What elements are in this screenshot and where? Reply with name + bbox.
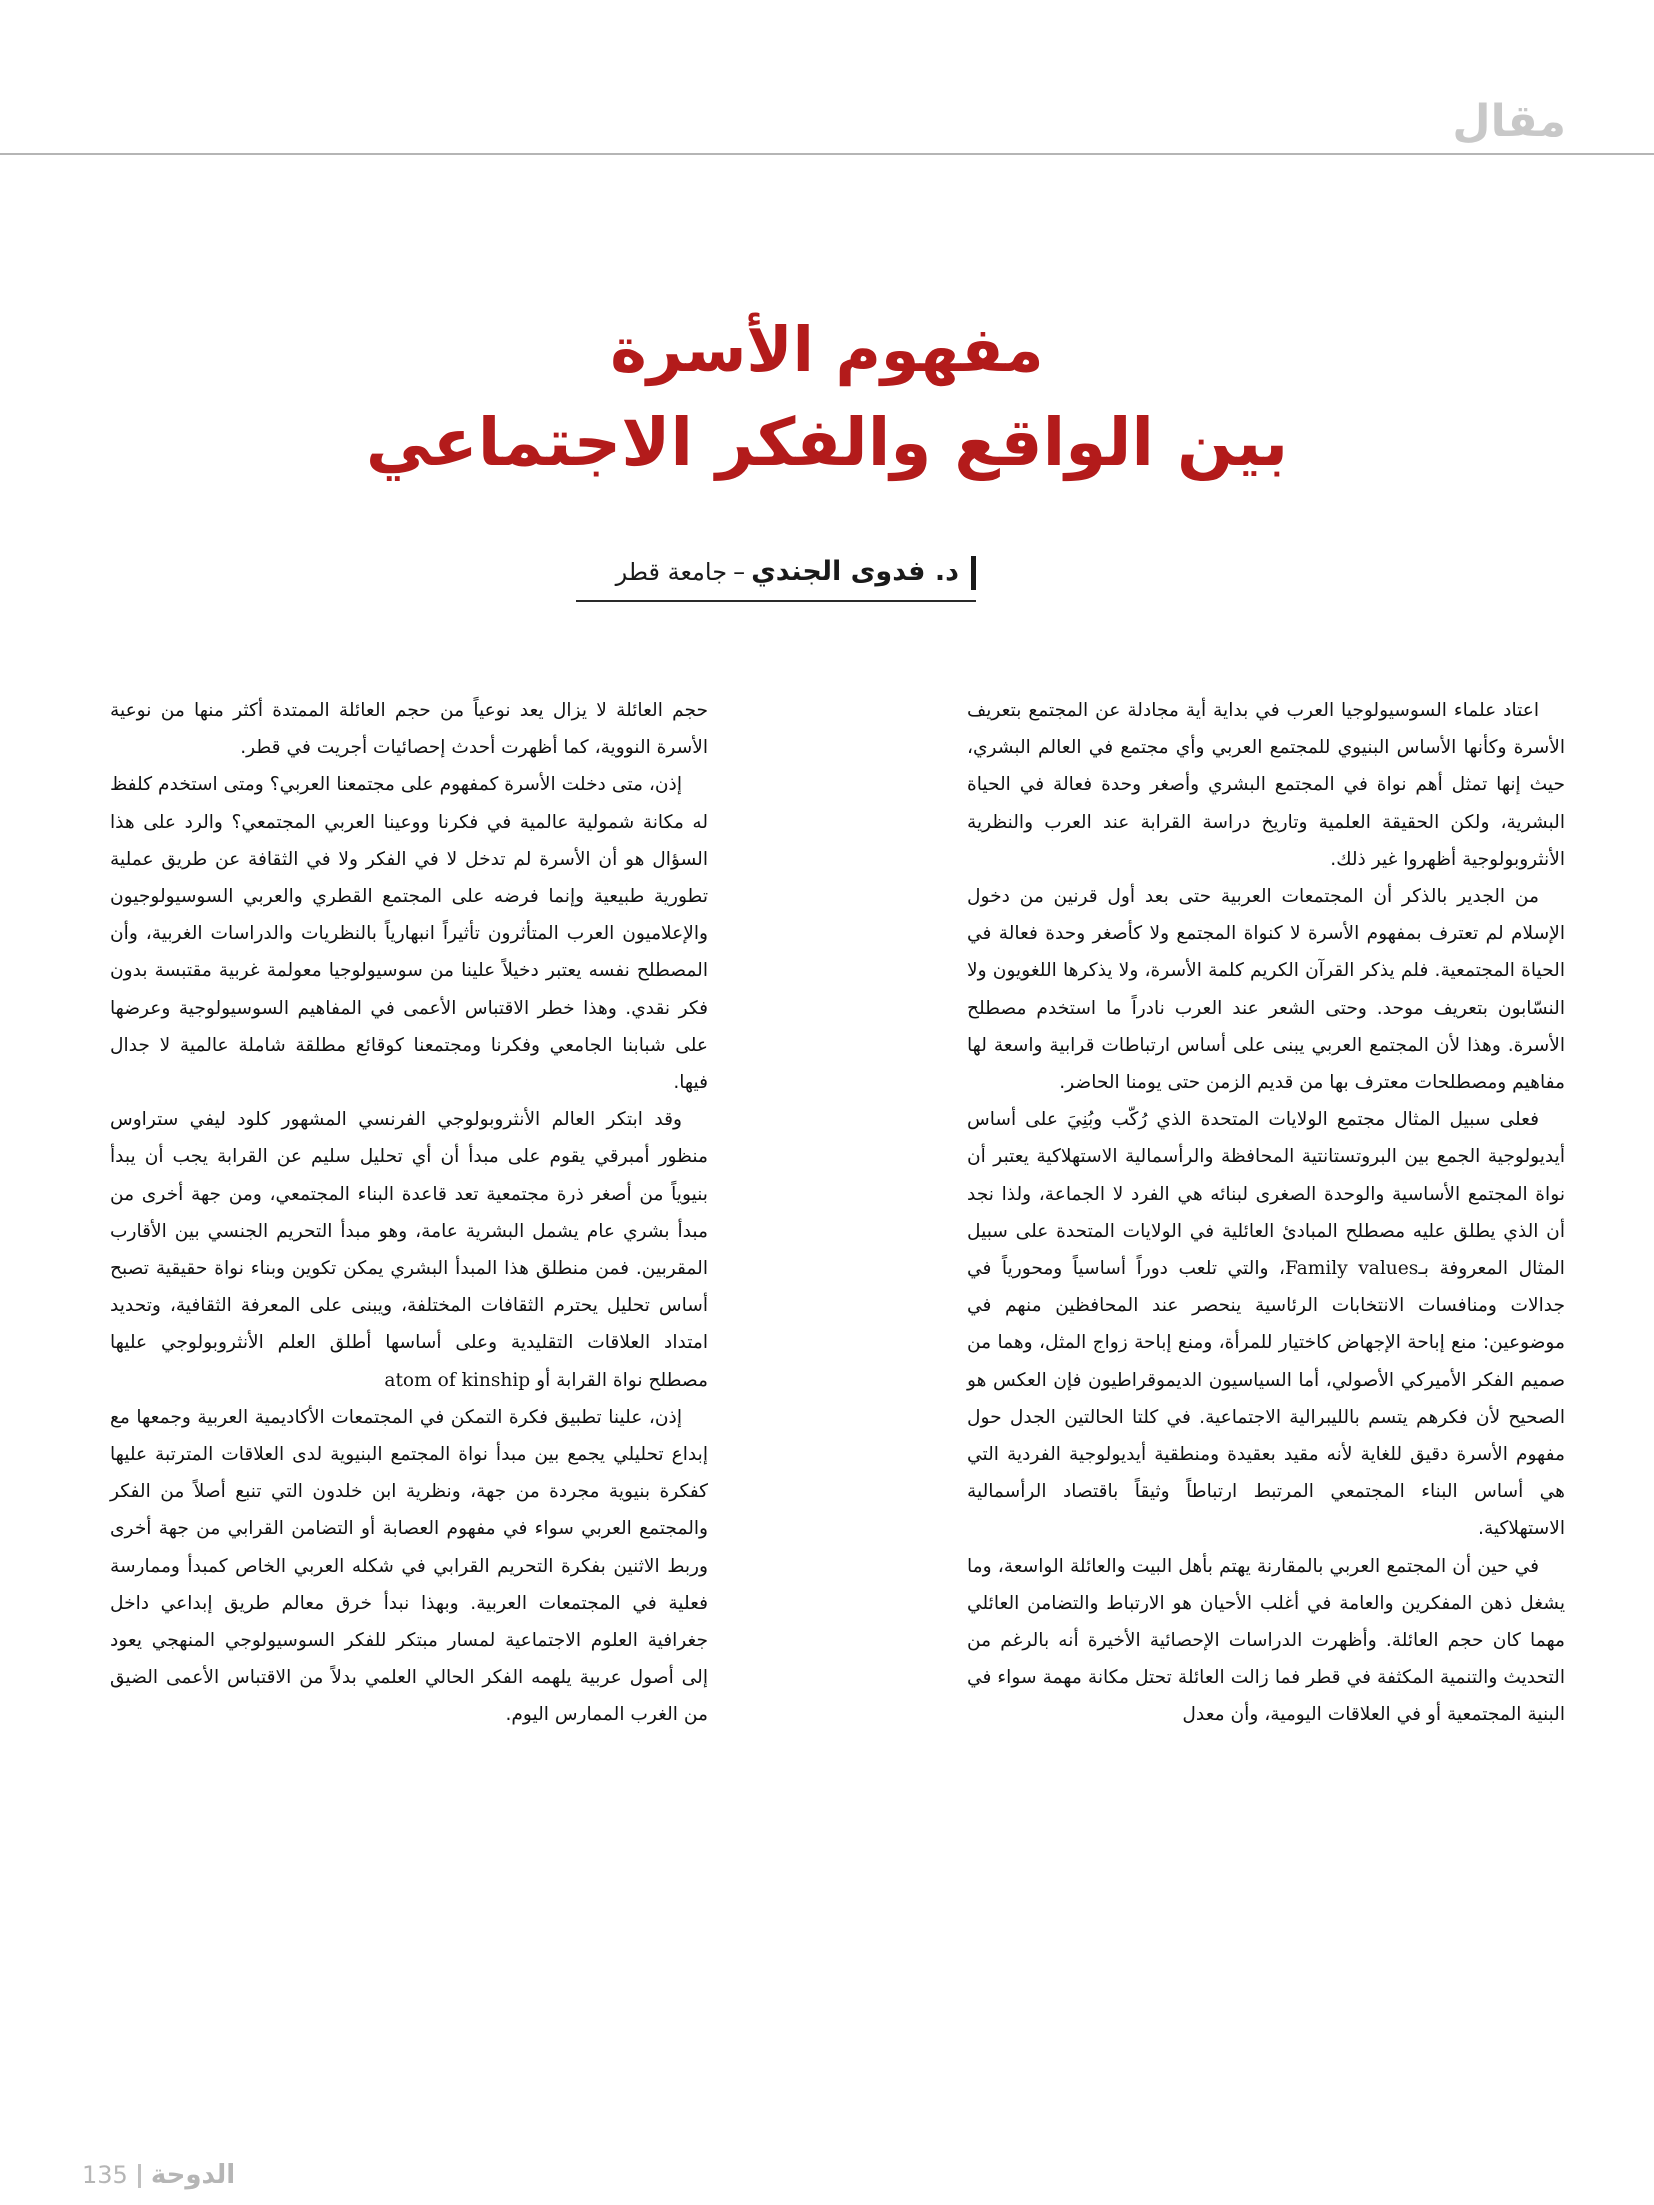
atom-of-kinship-term: atom of kinship xyxy=(384,1369,531,1391)
byline-affiliation: جامعة قطر xyxy=(615,558,728,586)
byline xyxy=(576,556,976,602)
byline-bar xyxy=(971,556,976,590)
paragraph xyxy=(110,1101,708,1399)
paragraph: إذن، علينا تطبيق فكرة التمكن في المجتمعات الأكاديمية العربية وجمعها مع إبداع تحليلي يجمع بين مبدأ نواة المجتمع البنيوية لدى العلاقات المترتبة عليها كفكرة بنيوية مجردة من جهة، ونظرية ابن خلدون التي تنبع أصلاً من الفكر والمجتمع العربي سواء في مفهوم العصابة أو التضامن القرابي من جهة أخرى وربط الاثنين بفكرة التحريم القرابي في شكله العربي الخاص كمبدأ وممارسة فعلية في المجتمعات العربية. وبهذا نبدأ خرق معالم طريق إبداعي داخل جغرافية العلوم الاجتماعية لمسار مبتكر للفكر السوسيولوجي المنهجي يعود إلى أصول عربية يلهمه الفكر الحالي العلمي بدلاً من الاقتباس الأعمى الضيق من الغرب الممارس اليوم. xyxy=(110,1406,708,1726)
byline-author: د. فدوى الجندي xyxy=(751,556,959,587)
paragraph xyxy=(967,1101,1565,1547)
paragraph-text: وقد ابتكر العالم الأنثروبولوجي الفرنسي المشهور كلود ليفي ستراوس منظور أمبرقي يقوم على مبدأ أن أي تحليل سليم عن القرابة يجب أن يبدأ بنيوياً من أصغر ذرة مجتمعية تعد قاعدة البناء المجتمعي، ومن جهة أخرى من مبدأ بشري عام يشمل البشرية عامة، وهو مبدأ التحريم الجنسي بين الأقارب المقربين. فمن منطلق هذا المبدأ البشري يمكن تكوين وبناء نواة حقيقية تصبح أساس تحليل يحترم الثقافات المختلفة، ويبنى على المعرفة الثقافية، وتحديد امتداد العلاقات التقليدية وعلى أساسها أطلق العلم الأنثروبولوجي عليها مصطلح نواة القرابة أو xyxy=(110,1109,708,1391)
title-line-2: بين الواقع والفكر الاجتماعي xyxy=(365,404,1289,481)
paragraph: إذن، متى دخلت الأسرة كمفهوم على مجتمعنا العربي؟ ومتى استخدم كلفظ له مكانة شمولية عالمية في فكرنا ووعينا العربي المجتمعي؟ والرد على هذا السؤال هو أن الأسرة لم تدخل لا في الفكر ولا في الثقافة عن طريق عملية تطورية طبيعية وإنما فرضه على المجتمع القطري والعربي السوسيولوجيون والإعلاميون العرب المتأثرون تأثيراً انبهارياً بالنظريات والدراسات الغربية، وأن المصطلح نفسه يعتبر دخيلاً علينا من سوسيولوجيا معولمة غربية مقتبسة بدون فكر نقدي. وهذا خطر الاقتباس الأعمى في المفاهيم السوسيولوجية وعرضها على شبابنا الجامعي وفكرنا ومجتمعنا كوقائع مطلقة شاملة عالمية لا جدال فيها. xyxy=(110,774,708,1094)
paragraph-text: فعلى سبيل المثال مجتمع الولايات المتحدة الذي رُكّب وبُنِيَ على أساس أيديولوجية الجمع بين البروتستانتية المحافظة والرأسمالية الاستهلاكية يعتبر أن نواة المجتمع الأساسية والوحدة الصغرى لبنائه هي الفرد لا الجماعة، ولذا نجد أن الذي يطلق عليه مصطلح المبادئ العائلية في الولايات المتحدة على سبيل المثال المعروفة بـ xyxy=(967,1109,1565,1280)
paragraph: اعتاد علماء السوسيولوجيا العرب في بداية أية مجادلة عن المجتمع بتعريف الأسرة وكأنها الأساس البنيوي للمجتمع العربي وأي مجتمع في العالم البشري، حيث إنها تمثل أهم نواة في المجتمع البشري وأصغر وحدة فعالة في الحياة البشرية، ولكن الحقيقة العلمية وتاريخ دراسة القرابة عند العرب والنظرية الأنثروبولوجية أظهروا غير ذلك. xyxy=(967,700,1565,870)
title-line-1: مفهوم الأسرة xyxy=(610,313,1044,386)
byline-dash: – xyxy=(733,558,746,586)
magazine-name: الدوحة xyxy=(150,2160,236,2190)
header-rule xyxy=(0,153,1654,155)
page-footer xyxy=(82,2160,235,2190)
footer-separator xyxy=(138,2164,141,2188)
family-values-term: Family values xyxy=(1284,1258,1419,1280)
paragraph-text: والتي تلعب دوراً أساسياً ومحورياً في جدالات ومنافسات الانتخابات الرئاسية ينحصر عند المحافظين منهم في موضوعين: منع إباحة الإجهاض كاختيار للمرأة، ومنع إباحة زواج المثل، وهما من صميم الفكر الأميركي الأصولي، أما السياسيون الديموقراطيون فإن العكس هو الصحيح لأن فكرهم يتسم بالليبرالية الاجتماعية. في كلتا الحالتين الجدل حول مفهوم الأسرة دقيق للغاية لأنه مقيد بعقيدة ومنطقية أيديولوجية الفردية التي هي أساس البناء المجتمعي المرتبط ارتباطاً وثيقاً باقتصاد الرأسمالية الاستهلاكية. xyxy=(967,1258,1565,1540)
article-column-right xyxy=(967,692,1565,1734)
article-column-left xyxy=(110,692,708,1734)
punctuation: ، xyxy=(1268,1258,1285,1280)
article-title xyxy=(0,305,1654,491)
section-label: مقال xyxy=(1452,96,1566,147)
paragraph: في حين أن المجتمع العربي بالمقارنة يهتم بأهل البيت والعائلة الواسعة، وما يشغل ذهن المفكرين والعامة في أغلب الأحيان هو الارتباط والتضامن العائلي مهما كان حجم العائلة. وأظهرت الدراسات الإحصائية الأخيرة أنه بالرغم من التحديث والتنمية المكثفة في قطر فما زالت العائلة تحتل مكانة مهمة سواء في البنية المجتمعية أو في العلاقات اليومية، وأن معدل xyxy=(967,1555,1565,1726)
page-number: 135 xyxy=(82,2161,128,2189)
paragraph: حجم العائلة لا يزال يعد نوعياً من حجم العائلة الممتدة أكثر منها من نوعية الأسرة النووية، كما أظهرت أحدث إحصائيات أجريت في قطر. xyxy=(110,700,708,759)
paragraph: من الجدير بالذكر أن المجتمعات العربية حتى بعد أول قرنين من دخول الإسلام لم تعترف بمفهوم الأسرة لا كنواة المجتمع ولا كأصغر وحدة فعالة في الحياة المجتمعية. فلم يذكر القرآن الكريم كلمة الأسرة، ولا يذكرها اللغويون ولا النسّابون بتعريف موحد. وحتى الشعر عند العرب نادراً ما استخدم مصطلح الأسرة. وهذا لأن المجتمع العربي يبنى على أساس ارتباطات قرابية واسعة لها مفاهيم ومصطلحات معترف بها من قديم الزمن حتى يومنا الحاضر. xyxy=(967,886,1565,1094)
